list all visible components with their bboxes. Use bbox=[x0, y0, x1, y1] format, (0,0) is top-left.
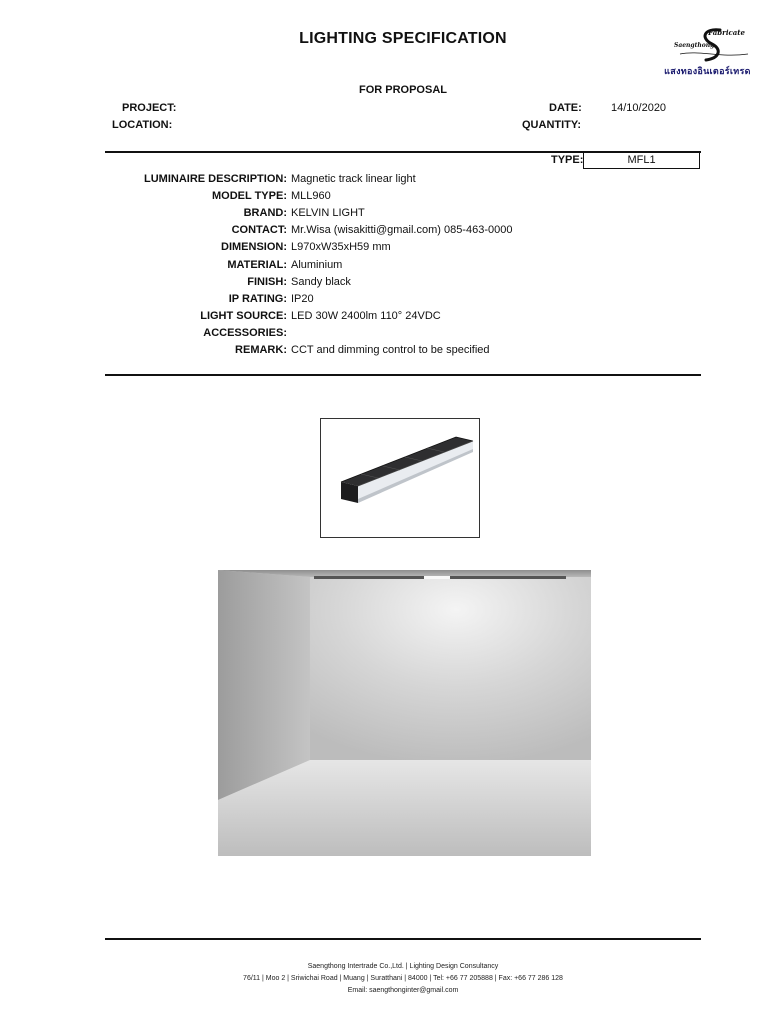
spec-row-light-source bbox=[105, 308, 705, 325]
spec-row-material bbox=[105, 256, 705, 273]
logo-thai-text: แสงทองอินเตอร์เทรด bbox=[664, 66, 751, 76]
spec-row-ip-rating bbox=[105, 290, 705, 307]
spec-value: Mr.Wisa (wisakitti@gmail.com) 085-463-0000 bbox=[291, 224, 513, 237]
spec-label: FINISH: bbox=[247, 275, 287, 288]
spec-list bbox=[105, 170, 705, 359]
spec-value: LED 30W 2400lm 110° 24VDC bbox=[291, 310, 441, 323]
footer-company: Saengthong Intertrade Co.,Ltd. | Lighting Design Consultancy bbox=[307, 963, 499, 970]
logo-script-text: Fabricate bbox=[708, 28, 745, 37]
spec-row-remark bbox=[105, 342, 705, 359]
spec-label: DIMENSION: bbox=[221, 241, 287, 254]
logo-signature-text: Saengthong bbox=[674, 42, 715, 49]
type-value-box: MFL1 bbox=[583, 152, 700, 169]
room-lighting-render bbox=[218, 570, 591, 856]
divider-middle bbox=[105, 374, 701, 376]
footer-address: 76/11 | Moo 2 | Sriwichai Road | Muang | Suratthani | 84000 | Tel: +66 77 205888 | Fax: +66 77 286 128 bbox=[243, 975, 563, 982]
divider-bottom bbox=[105, 938, 701, 940]
footer-email: Email: saengthonginter@gmail.com bbox=[347, 987, 459, 994]
spec-row-brand bbox=[105, 204, 705, 221]
product-image bbox=[320, 418, 480, 538]
quantity-label: QUANTITY: bbox=[522, 119, 582, 131]
spec-value: IP20 bbox=[291, 292, 314, 305]
spec-value: CCT and dimming control to be specified bbox=[291, 344, 490, 357]
subtitle: FOR PROPOSAL bbox=[358, 84, 447, 96]
spec-row-contact bbox=[105, 222, 705, 239]
spec-label: MODEL TYPE: bbox=[212, 189, 287, 202]
spec-row-finish bbox=[105, 273, 705, 290]
date-label: DATE: bbox=[549, 102, 582, 114]
spec-label: IP RATING: bbox=[228, 292, 287, 305]
spec-row-dimension bbox=[105, 239, 705, 256]
spec-value: KELVIN LIGHT bbox=[291, 206, 365, 219]
spec-label: REMARK: bbox=[235, 344, 287, 357]
type-label: TYPE: bbox=[551, 154, 584, 166]
spec-row-accessories bbox=[105, 325, 705, 342]
spec-value: MLL960 bbox=[291, 189, 331, 202]
room-render-image bbox=[218, 570, 591, 856]
spec-value: Magnetic track linear light bbox=[291, 172, 416, 185]
company-logo bbox=[660, 24, 755, 79]
spec-row-model bbox=[105, 187, 705, 204]
spec-label: CONTACT: bbox=[231, 224, 287, 237]
spec-label: MATERIAL: bbox=[227, 258, 287, 271]
spec-value: Aluminium bbox=[291, 258, 343, 271]
project-label: PROJECT: bbox=[122, 102, 177, 114]
date-value: 14/10/2020 bbox=[611, 102, 667, 114]
page-title: LIGHTING SPECIFICATION bbox=[299, 30, 507, 47]
spec-label: ACCESSORIES: bbox=[203, 327, 287, 340]
spec-label: LUMINAIRE DESCRIPTION: bbox=[144, 172, 287, 185]
spec-value: Sandy black bbox=[291, 275, 351, 288]
location-label: LOCATION: bbox=[112, 119, 173, 131]
spec-label: BRAND: bbox=[243, 206, 287, 219]
spec-row-description bbox=[105, 170, 705, 187]
spec-label: LIGHT SOURCE: bbox=[200, 310, 287, 323]
linear-light-fixture-image bbox=[321, 419, 479, 537]
spec-value: L970xW35xH59 mm bbox=[291, 241, 391, 254]
